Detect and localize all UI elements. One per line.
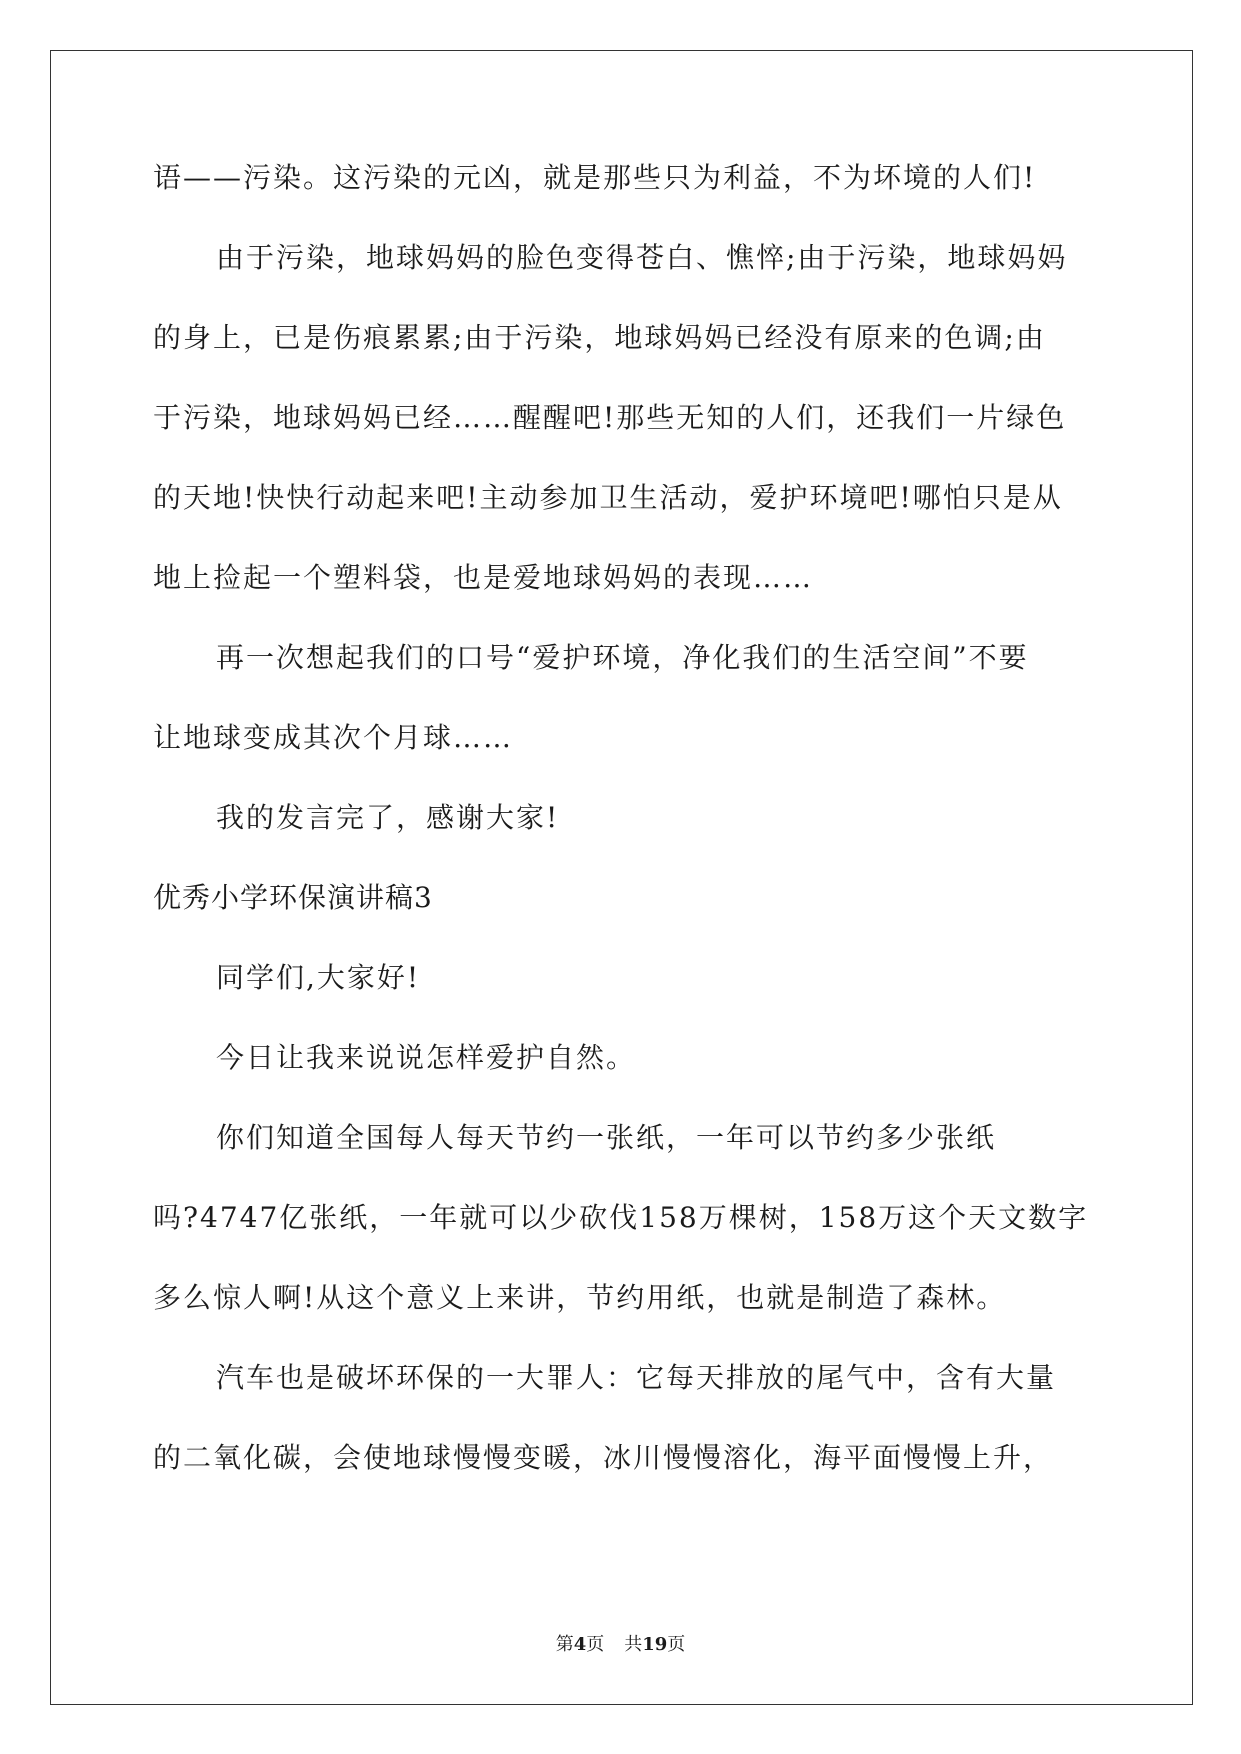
footer-page-current: 4: [573, 1634, 587, 1655]
footer-page-prefix: 第: [555, 1634, 574, 1655]
body-line-8: 让地球变成其次个月球……: [153, 721, 514, 754]
body-line-16: 汽车也是破坏环保的一大罪人：它每天排放的尾气中，含有大量: [216, 1361, 1057, 1394]
body-line-14: 吗?4747亿张纸，一年就可以少砍伐158万棵树，158万这个天文数字: [153, 1201, 1089, 1234]
body-line-5: 的天地!快快行动起来吧!主动参加卫生活动，爱护环境吧!哪怕只是从: [153, 481, 1063, 514]
section-title: 优秀小学环保演讲稿3: [153, 881, 433, 914]
body-line-9: 我的发言完了，感谢大家!: [216, 801, 560, 834]
footer-page-total: 19: [642, 1634, 668, 1655]
body-line-4: 于污染，地球妈妈已经……醒醒吧!那些无知的人们，还我们一片绿色: [153, 401, 1067, 434]
body-line-7: 再一次想起我们的口号“爱护环境，净化我们的生活空间”不要: [216, 641, 1029, 674]
body-line-11: 同学们,大家好!: [216, 961, 421, 994]
body-line-1: 语——污染。这污染的元凶，就是那些只为利益，不为坏境的人们!: [153, 161, 1037, 194]
body-line-15: 多么惊人啊!从这个意义上来讲，节约用纸，也就是制造了森林。: [153, 1281, 1007, 1314]
body-line-6: 地上捡起一个塑料袋，也是爱地球妈妈的表现……: [153, 561, 814, 594]
body-line-2: 由于污染，地球妈妈的脸色变得苍白、憔悴;由于污染，地球妈妈: [216, 241, 1068, 274]
body-line-3: 的身上，已是伤痕累累;由于污染，地球妈妈已经没有原来的色调;由: [153, 321, 1046, 354]
body-line-13: 你们知道全国每人每天节约一张纸，一年可以节约多少张纸: [216, 1121, 997, 1154]
footer-page-suffix: 页: [586, 1634, 605, 1655]
body-line-17: 的二氧化碳，会使地球慢慢变暖，冰川慢慢溶化，海平面慢慢上升，: [153, 1441, 1054, 1474]
body-line-12: 今日让我来说说怎样爱护自然。: [216, 1041, 637, 1074]
page-footer: [0, 1633, 1241, 1657]
footer-total-suffix: 页: [667, 1634, 686, 1655]
footer-total-prefix: 共: [624, 1634, 643, 1655]
